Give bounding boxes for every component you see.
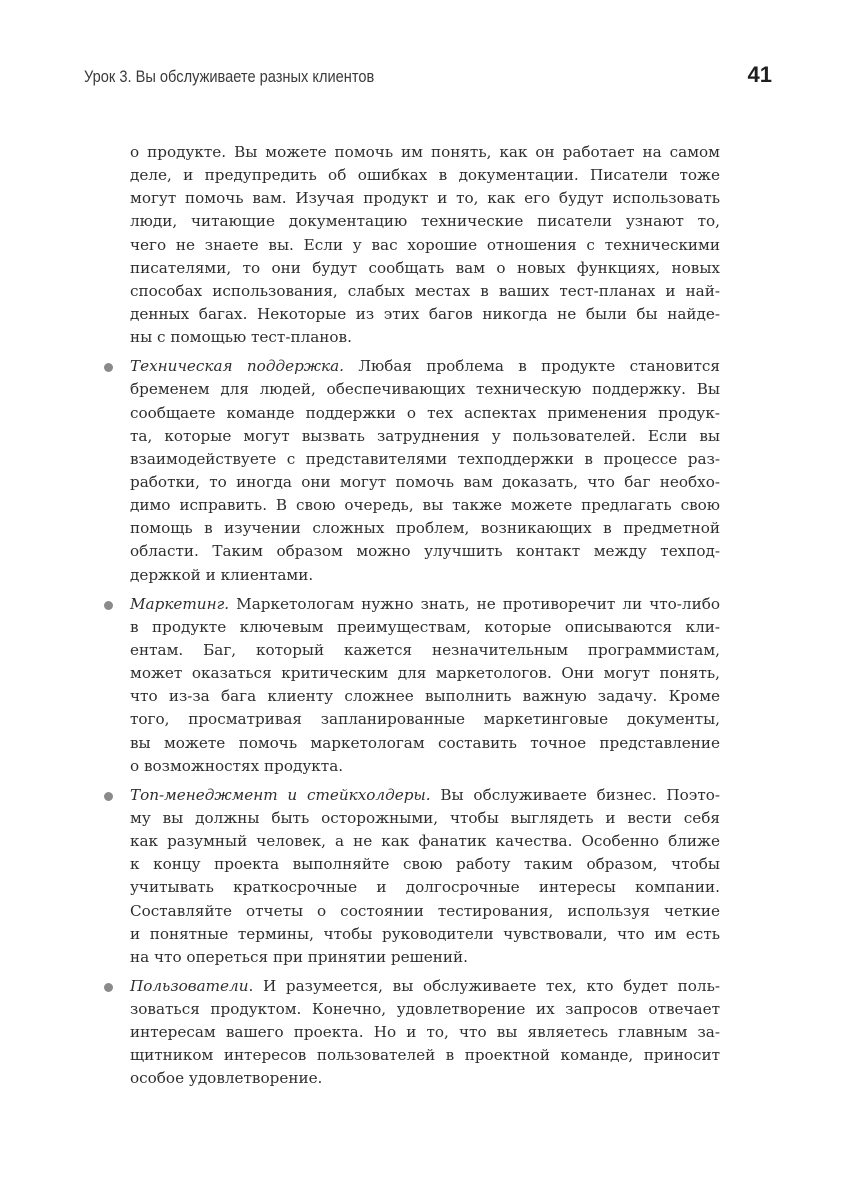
text-line: ентам. Баг, который кажется незначительным программистам, [130,640,720,659]
text-line: к концу проекта выполняйте свою работу таким образом, чтобы [130,855,720,874]
bullet-item-marketing [130,593,720,778]
text-line: бременем для людей, обеспечивающих техническую поддержку. Вы [130,380,720,399]
text-line: может оказаться критическим для маркетологов. Они могут понять, [130,664,720,683]
text-line: что из-за бага клиенту сложнее выполнить важную задачу. Кроме [130,687,720,706]
text-line: особое удовлетворение. [130,1069,323,1088]
bullet-term: Пользователи. [130,976,254,995]
text-line: димо исправить. В свою очередь, вы также можете предлагать свою [130,496,720,515]
body-text [130,141,720,1091]
bullet-item-management [130,784,720,969]
text-line: о продукте. Вы можете помочь им понять, как он работает на самом [130,143,720,161]
text-line: люди, читающие документацию технические писатели узнают то, [130,212,720,231]
bullet-text: Вы обслуживаете бизнес. Поэто- [430,785,720,804]
bullet-term: Топ-менеджмент и стейкхолдеры. [130,785,431,804]
bullet-dot-icon [104,363,113,372]
text-line: работки, то иногда они могут помочь вам доказать, что баг необхо- [130,472,720,491]
text-line: щитником интересов пользователей в проектной команде, приносит [130,1046,720,1065]
bullet-item-tech-support [130,355,720,586]
text-line: сообщаете команде поддержки о тех аспектах применения продук- [130,403,720,422]
page-number: 41 [747,62,772,87]
text-line: учитывать краткосрочные и долгосрочные интересы компании. [130,878,720,897]
text-line [130,593,720,616]
text-line: ны с помощью тест-планов. [130,328,352,347]
text-line: му вы должны быть осторожными, чтобы выглядеть и вести себя [130,808,720,827]
running-header [84,62,772,98]
bullet-term: Техническая поддержка. [130,357,345,376]
text-line: помощь в изучении сложных проблем, возникающих в предметной [130,519,720,538]
continuation-paragraph [130,141,720,349]
bullet-item-users [130,975,720,1091]
text-line [130,784,720,807]
text-line: того, просматривая запланированные маркетинговые документы, [130,710,720,729]
text-line: держкой и клиентами. [130,565,314,584]
text-line: области. Таким образом можно улучшить контакт между техпод- [130,542,720,561]
text-line: Составляйте отчеты о состоянии тестирования, используя четкие [130,901,720,920]
text-line: и понятные термины, чтобы руководители чувствовали, что им есть [130,924,720,943]
text-line: на что опереться при принятии решений. [130,947,468,966]
text-line: в продукте ключевым преимуществам, которые описываются кли- [130,617,720,636]
text-line: чего не знаете вы. Если у вас хорошие отношения с техническими [130,235,720,254]
text-line: взаимодействуете с представителями техподдержки в процессе раз- [130,449,720,468]
text-line: могут помочь вам. Изучая продукт и то, как его будут использовать [130,189,720,208]
text-line: способах использования, слабых местах в ваших тест-планах и най- [130,281,720,300]
text-line: как разумный человек, а не как фанатик качества. Особенно ближе [130,832,720,851]
text-line: интересам вашего проекта. Но и то, что вы являетесь главным за- [130,1023,720,1042]
bullet-dot-icon [104,792,113,801]
text-line: о возможностях продукта. [130,756,344,775]
text-line: та, которые могут вызвать затруднения у пользователей. Если вы [130,426,720,445]
bullet-term: Маркетинг. [130,594,230,613]
bullet-dot-icon [104,601,113,610]
text-line: денных багах. Некоторые из этих багов никогда не были бы найде- [130,304,720,323]
text-line: зоваться продуктом. Конечно, удовлетворение их запросов отвечает [130,1000,720,1019]
text-line: вы можете помочь маркетологам составить точное представление [130,733,720,752]
text-line [130,355,720,378]
bullet-dot-icon [104,983,113,992]
bullet-text: Маркетологам нужно знать, не противоречит ли что-либо [229,594,720,613]
text-line: деле, и предупредить об ошибках в документации. Писатели тоже [130,166,720,185]
text-line: писателями, то они будут сообщать вам о новых функциях, новых [130,258,720,277]
text-line [130,975,720,998]
running-title: Урок 3. Вы обслуживаете разных клиентов [84,67,375,86]
bullet-text: И разумеется, вы обслуживаете тех, кто будет поль- [253,976,720,995]
bullet-text: Любая проблема в продукте становится [344,357,720,376]
